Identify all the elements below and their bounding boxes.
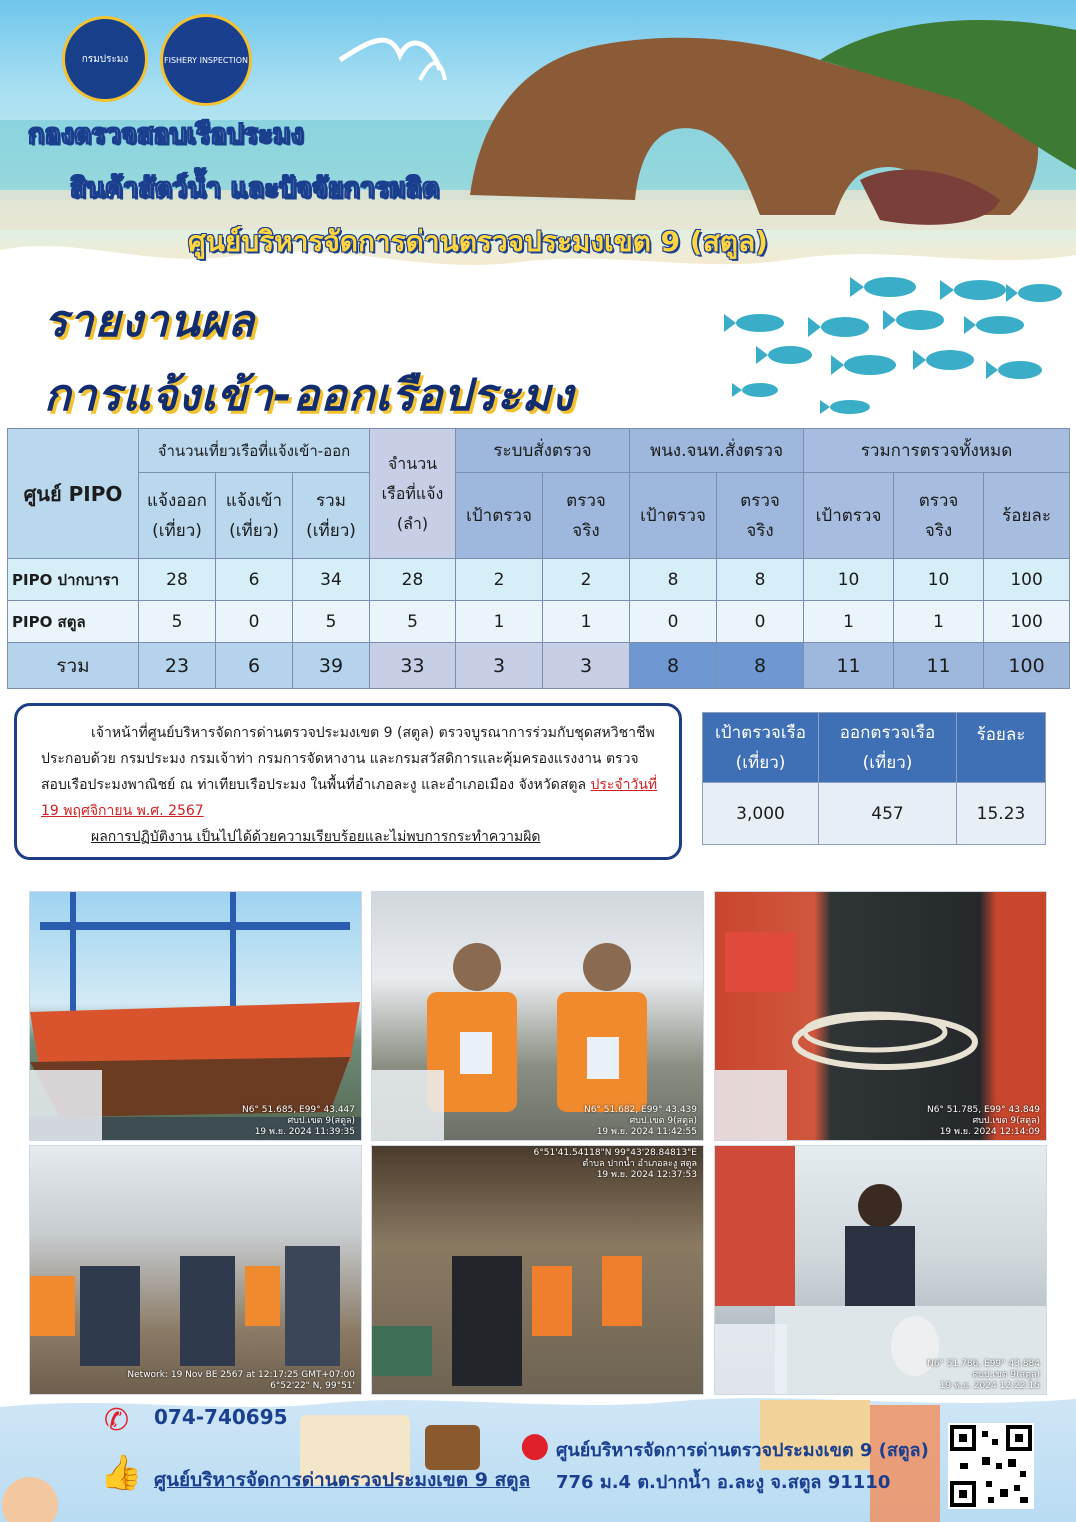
pier-illustration xyxy=(30,1146,361,1394)
row-center-name: PIPO ปากบารา xyxy=(8,559,139,601)
photo-fishing-boat xyxy=(29,891,362,1141)
cell-total: 39 xyxy=(293,643,370,689)
header-target-boats: เป้าตรวจเรือ (เที่ยว) xyxy=(703,713,819,783)
photo-stamp: N6° 51.786, E99° 43.884 ศบป.เขต 9(สตูล) 19 พ.ย. 2024 12:22:15 xyxy=(926,1359,1040,1391)
table-row xyxy=(8,559,1070,601)
photo-stamp: Network: 19 Nov BE 2567 at 12:17:25 GMT+07:00 6°52'22" N, 99°51' xyxy=(127,1370,355,1391)
cell-off-actual: 8 xyxy=(717,559,804,601)
center-name: ศูนย์บริหารจัดการด่านตรวจประมงเขต 9 (สตูล) xyxy=(188,225,768,258)
cell-percent: 15.23 xyxy=(957,783,1046,845)
cell-inspected-boats: 457 xyxy=(819,783,957,845)
cell-all-target: 1 xyxy=(804,601,894,643)
header-percent: ร้อยละ xyxy=(984,473,1070,559)
photo-stamp: N6° 51.685, E99° 43.447 ศบป.เขต 9(สตูล) 19 พ.ย. 2024 11:39:35 xyxy=(241,1105,355,1137)
like-icon: 👍 xyxy=(100,1453,143,1493)
photo-pier-inspection xyxy=(29,1145,362,1395)
cell-sys-actual: 2 xyxy=(543,559,630,601)
footer-phone[interactable]: 074-740695 xyxy=(154,1405,288,1429)
qr-code-icon xyxy=(948,1423,1034,1509)
cell-sys-actual: 3 xyxy=(543,643,630,689)
header-system-order: ระบบสั่งตรวจ xyxy=(456,429,630,473)
footer-facebook[interactable]: ศูนย์บริหารจัดการด่านตรวจประมงเขต 9 สตูล xyxy=(154,1469,531,1491)
header-all-target: เป้าตรวจ xyxy=(804,473,894,559)
photo-stamp: N6° 51.682, E99° 43.439 ศบป.เขต 9(สตูล) 19 พ.ย. 2024 11:42:55 xyxy=(583,1105,697,1137)
cell-all-actual: 11 xyxy=(894,643,984,689)
phone-icon: ✆ xyxy=(104,1403,130,1438)
cell-percent: 100 xyxy=(984,601,1070,643)
department-of-fisheries-logo: กรมประมง xyxy=(62,16,148,102)
header-off-actual: ตรวจ จริง xyxy=(717,473,804,559)
pipo-report-table xyxy=(7,428,1070,689)
qr-code[interactable] xyxy=(948,1423,1034,1509)
header-off-target: เป้าตรวจ xyxy=(630,473,717,559)
header-sys-target: เป้าตรวจ xyxy=(456,473,543,559)
cell-off-actual: 0 xyxy=(717,601,804,643)
cell-total: 5 xyxy=(293,601,370,643)
cell-off-actual: 8 xyxy=(717,643,804,689)
cell-sys-actual: 1 xyxy=(543,601,630,643)
map-thumbnail xyxy=(30,1070,102,1140)
footer-address-name: ศูนย์บริหารจัดการด่านตรวจประมงเขต 9 (สตูล) xyxy=(556,1440,929,1461)
cell-all-target: 11 xyxy=(804,643,894,689)
cell-percent: 100 xyxy=(984,559,1070,601)
cell-off-target: 8 xyxy=(630,559,717,601)
crew-check-illustration xyxy=(372,1146,703,1394)
header-percent: ร้อยละ xyxy=(957,713,1046,783)
photo-stamp: N6° 51.785, E99° 43.849 ศบป.เขต 9(สตูล) 19 พ.ย. 2024 12:14:09 xyxy=(926,1105,1040,1137)
header-total: รวม (เที่ยว) xyxy=(293,473,370,559)
summary-result: ผลการปฏิบัติงาน เป็นไปได้ด้วยความเรียบร้อยและไม่พบการกระทำความผิด xyxy=(91,829,541,845)
cell-out: 23 xyxy=(139,643,216,689)
summary-paragraph: เจ้าหน้าที่ศูนย์บริหารจัดการด่านตรวจประมงเขต 9 (สตูล) ตรวจบูรณาการร่วมกับชุดสหวิชาชีพประกอบด้วย กรมประมง กรมเจ้าท่า กรมการจัดหางาน และกรมสวัสดิการและคุ้มครองแรงงาน ตรวจสอบเรือประมงพาณิชย์ ณ ท่าเทียบเรือประมง ในพื้นที่อำเภอละงู และอำเภอเมือง จังหวัดสตูล ประจำวันที่ 19 พฤศจิกายน พ.ศ. 2567 xyxy=(41,725,658,819)
map-thumbnail xyxy=(715,1324,787,1394)
photo-stamp: 6°51'41.54118"N 99°43'28.84813"E ตำบล ปากน้ำ อำเภอละงู สตูล 19 พ.ย. 2024 12:37:53 xyxy=(533,1148,697,1180)
cell-vessels: 33 xyxy=(370,643,456,689)
header-vessels: จำนวน เรือที่แจ้ง (ลำ) xyxy=(370,429,456,559)
summary-date: ประจำวันที่ 19 พฤศจิกายน พ.ศ. 2567 xyxy=(41,777,658,819)
summary-box xyxy=(14,703,682,860)
header-all-inspection: รวมการตรวจทั้งหมด xyxy=(804,429,1070,473)
map-thumbnail xyxy=(372,1070,444,1140)
header-sys-actual: ตรวจ จริง xyxy=(543,473,630,559)
cell-vessels: 28 xyxy=(370,559,456,601)
inspection-target-table xyxy=(702,712,1046,845)
cell-sys-target: 1 xyxy=(456,601,543,643)
cell-all-actual: 10 xyxy=(894,559,984,601)
cell-all-actual: 1 xyxy=(894,601,984,643)
cell-sys-target: 2 xyxy=(456,559,543,601)
header-banner xyxy=(0,0,1076,300)
header-all-actual: ตรวจ จริง xyxy=(894,473,984,559)
cell-in: 6 xyxy=(216,559,293,601)
cell-out: 5 xyxy=(139,601,216,643)
location-pin-icon: ● xyxy=(520,1425,550,1465)
division-title: กองตรวจสอบเรือประมง xyxy=(28,119,304,150)
row-total-name: รวม xyxy=(8,643,139,689)
header-center: ศูนย์ PIPO xyxy=(8,429,139,559)
table-row xyxy=(8,601,1070,643)
row-center-name: PIPO สตูล xyxy=(8,601,139,643)
cell-total: 34 xyxy=(293,559,370,601)
footer xyxy=(0,1395,1076,1522)
cell-off-target: 8 xyxy=(630,643,717,689)
photo-document-check xyxy=(714,1145,1047,1395)
cell-all-target: 10 xyxy=(804,559,894,601)
report-title-line1: รายงานผล xyxy=(44,296,256,347)
fishery-inspection-logo: FISHERY INSPECTION xyxy=(160,14,252,106)
cell-in: 0 xyxy=(216,601,293,643)
division-subtitle: สินค้าสัตว์น้ำ และปัจจัยการผลิต xyxy=(70,173,440,204)
cell-target-boats: 3,000 xyxy=(703,783,819,845)
header-in: แจ้งเข้า (เที่ยว) xyxy=(216,473,293,559)
photo-fishing-net xyxy=(714,891,1047,1141)
header-out: แจ้งออก (เที่ยว) xyxy=(139,473,216,559)
photo-inspection-crew xyxy=(371,891,704,1141)
map-thumbnail xyxy=(715,1070,787,1140)
fish-decoration xyxy=(700,265,1070,425)
cell-off-target: 0 xyxy=(630,601,717,643)
cell-out: 28 xyxy=(139,559,216,601)
header-inspected-boats: ออกตรวจเรือ (เที่ยว) xyxy=(819,713,957,783)
header-officer-order: พนง.จนท.สั่งตรวจ xyxy=(630,429,804,473)
cell-sys-target: 3 xyxy=(456,643,543,689)
cell-percent: 100 xyxy=(984,643,1070,689)
report-title-line2: การแจ้งเข้า-ออกเรือประมง xyxy=(44,370,574,421)
cell-vessels: 5 xyxy=(370,601,456,643)
photo-crew-check xyxy=(371,1145,704,1395)
footer-address: 776 ม.4 ต.ปากน้ำ อ.ละงู จ.สตูล 91110 xyxy=(556,1472,891,1493)
cell-in: 6 xyxy=(216,643,293,689)
table-total-row xyxy=(8,643,1070,689)
header-trips-group: จำนวนเที่ยวเรือที่แจ้งเข้า-ออก xyxy=(139,429,370,473)
